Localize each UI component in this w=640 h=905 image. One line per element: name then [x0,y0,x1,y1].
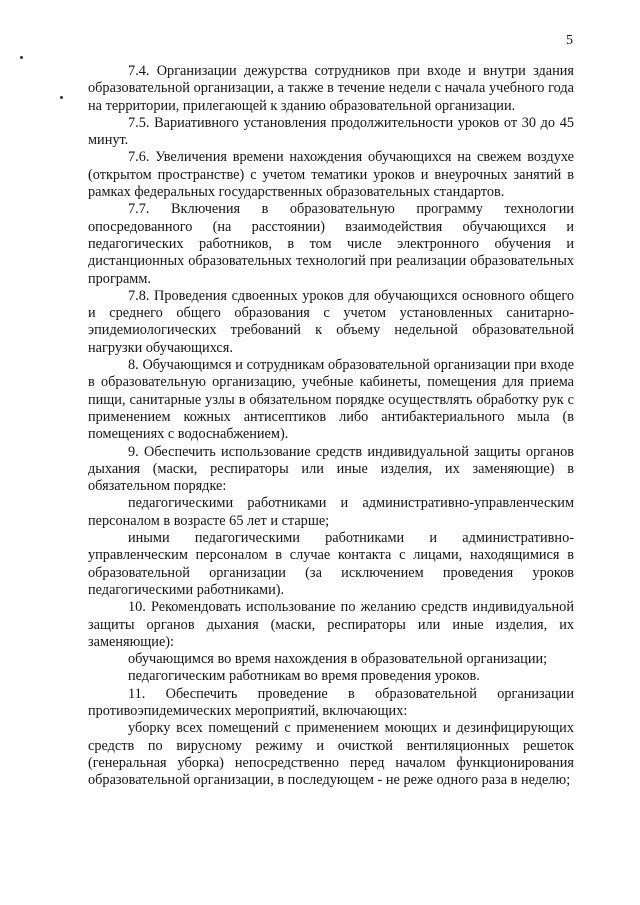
paragraph-10-item-1: обучающимся во время нахождения в образовательной организации; [128,651,548,668]
page-number: 5 [566,33,573,48]
paragraph-7-8: 7.8. Проведения сдвоенных уроков для обучающихся основного общего и среднего общего образования с учетом установленных санитарно-эпидемиологических требований к объему недельной образовательной нагрузки обучающихся. [88,287,574,356]
paragraph-7-6: 7.6. Увеличения времени нахождения обучающихся на свежем воздухе (открытом пространстве) с учетом тематики уроков и внеурочных занятий в рамках федеральных государственных образовательных стандартов. [88,149,574,201]
paragraph-7-7: 7.7. Включения в образовательную программу технологии опосредованного (на расстоянии) взаимодействия обучающихся и педагогических работников, в том числе электронного обучения и дистанционных образовательных технологий при реализации образовательных программ. [88,201,574,287]
paragraph-9-item-2: иными педагогическими работниками и административно-управленческим персоналом в случае контакта с лицами, находящимися в образовательной организации (за исключением проведения уроков педагогическими работниками). [88,530,574,598]
paragraph-9-item-1: педагогическими работниками и административно-управленческим персоналом в возрасте 65 лет и старше; [88,495,574,529]
paragraph-10-item-2: педагогическим работникам во время проведения уроков. [128,668,480,685]
scan-speck-mark [20,56,23,59]
paragraph-9: 9. Обеспечить использование средств индивидуальной защиты органов дыхания (маски, респираторы или иные изделия, их заменяющие) в обязательном порядке: [88,443,574,495]
paragraph-10: 10. Рекомендовать использование по желанию средств индивидуальной защиты органов дыхания (маски, респираторы или иные изделия, их заменяющие): [88,599,574,650]
paragraph-8: 8. Обучающимся и сотрудникам образовательной организации при входе в образовательную организацию, учебные кабинеты, помещения для приема пищи, санитарные узлы в обязательном порядке осуществлять обработку рук с применением кожных антисептиков либо антибактериального мыла (в помещениях с водоснабжением). [88,357,574,443]
paragraph-7-5: 7.5. Вариативного установления продолжительности уроков от 30 до 45 минут. [88,114,574,149]
document-body [88,63,574,789]
scan-speck-mark [60,96,63,99]
paragraph-11: 11. Обеспечить проведение в образовательной организации противоэпидемических мероприятий, включающих: [88,685,574,719]
paragraph-7-4: 7.4. Организации дежурства сотрудников при входе и внутри здания образовательной организации, а также в течение недели с начала учебного года на территории, прилегающей к зданию образовательной организации. [88,63,574,114]
paragraph-11-item-1: уборку всех помещений с применением моющих и дезинфицирующих средств по вирусному режиму и очисткой вентиляционных решеток (генеральная уборка) непосредственно перед началом функционирования образовательной организации, в последующем - не реже одного раза в неделю; [88,720,574,789]
